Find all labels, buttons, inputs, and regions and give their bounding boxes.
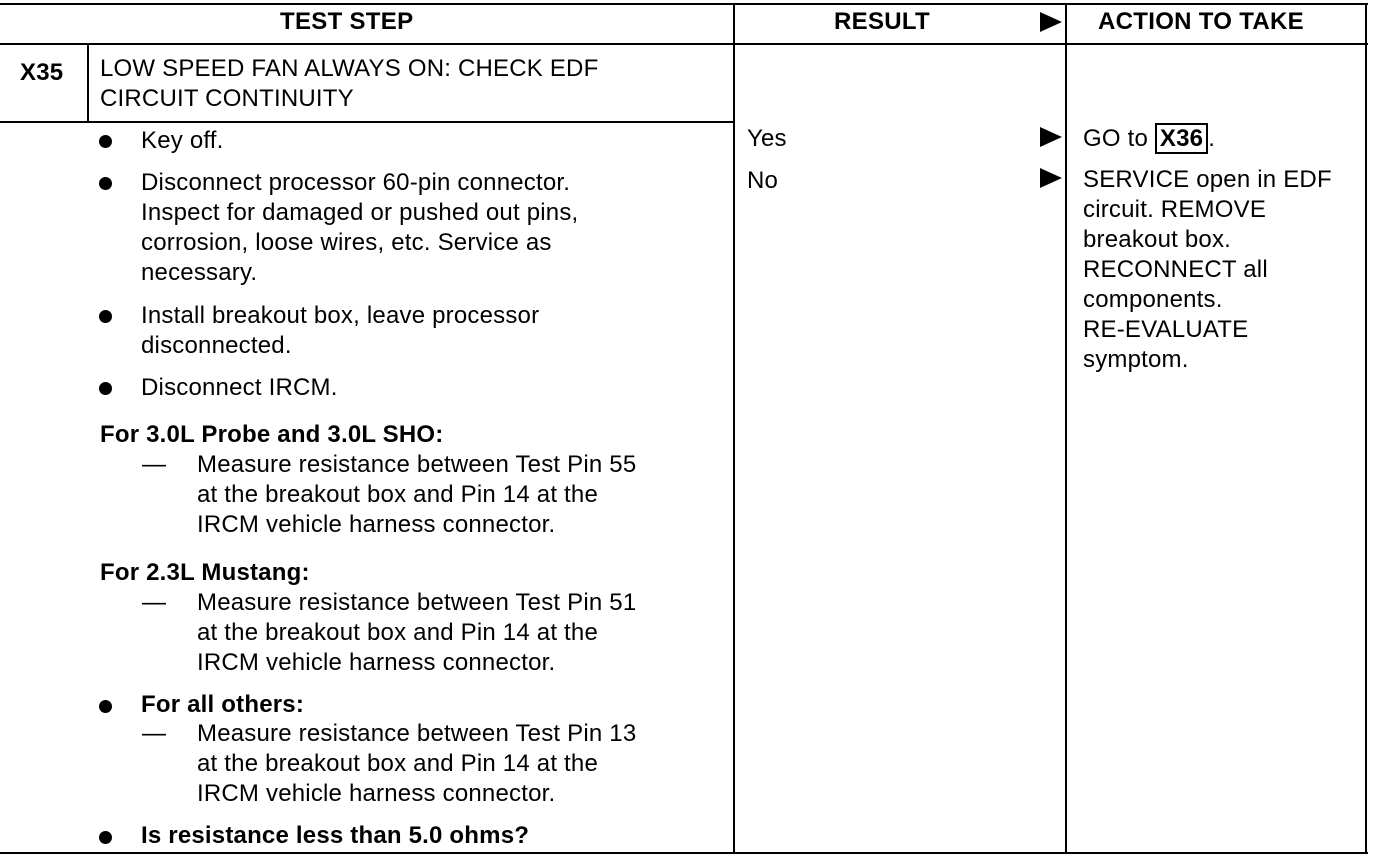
others-line: at the breakout box and Pin 14 at the (197, 750, 599, 777)
result-no: No (747, 167, 779, 194)
mustang-line: Measure resistance between Test Pin 51 (197, 589, 637, 616)
probe-line: IRCM vehicle harness connector. (197, 511, 556, 538)
action-no-line: RE-EVALUATE (1083, 316, 1249, 343)
question: Is resistance less than 5.0 ohms? (141, 822, 530, 849)
action-no-line: breakout box. (1083, 226, 1232, 253)
probe-heading: For 3.0L Probe and 3.0L SHO: (100, 421, 444, 448)
mustang-line: at the breakout box and Pin 14 at the (197, 619, 599, 646)
instruction-key-off: Key off. (141, 127, 224, 154)
bottom-border (0, 852, 1368, 854)
bullet-icon (99, 831, 112, 844)
instruction-disconnect-line: Inspect for damaged or pushed out pins, (141, 199, 579, 226)
mustang-line: IRCM vehicle harness connector. (197, 649, 556, 676)
divider-id-title (87, 44, 89, 122)
bullet-icon (99, 310, 112, 323)
action-yes (1083, 124, 1215, 155)
result-yes: Yes (747, 125, 787, 152)
arrow-right-icon (1040, 127, 1062, 147)
instruction-breakout-line: disconnected. (141, 332, 292, 359)
step-title-line-1: LOW SPEED FAN ALWAYS ON: CHECK EDF (100, 55, 599, 82)
dash-icon: — (142, 589, 167, 616)
action-no-line: components. (1083, 286, 1223, 313)
step-title-line-2: CIRCUIT CONTINUITY (100, 85, 354, 112)
step-x36-link[interactable]: X36 (1155, 123, 1208, 154)
divider-step-result (733, 3, 735, 854)
dash-icon: — (142, 451, 167, 478)
action-no-line: circuit. REMOVE (1083, 196, 1267, 223)
arrow-right-icon (1040, 168, 1062, 188)
others-heading: For all others: (141, 691, 305, 718)
bullet-icon (99, 135, 112, 148)
probe-line: at the breakout box and Pin 14 at the (197, 481, 599, 508)
instruction-breakout-line: Install breakout box, leave processor (141, 302, 540, 329)
action-yes-prefix: GO to (1083, 125, 1149, 152)
bullet-icon (99, 700, 112, 713)
instruction-disconnect-line: Disconnect processor 60-pin connector. (141, 169, 571, 196)
divider-result-action (1065, 3, 1067, 854)
dash-icon: — (142, 720, 167, 747)
probe-line: Measure resistance between Test Pin 55 (197, 451, 637, 478)
action-yes-suffix: . (1208, 125, 1216, 152)
instruction-disconnect-line: necessary. (141, 259, 258, 286)
arrow-right-icon (1040, 12, 1062, 32)
header-result: RESULT (834, 8, 931, 35)
bullet-icon (99, 177, 112, 190)
header-action: ACTION TO TAKE (1098, 8, 1304, 35)
instruction-disconnect-line: corrosion, loose wires, etc. Service as (141, 229, 552, 256)
others-line: Measure resistance between Test Pin 13 (197, 720, 637, 747)
action-no-line: SERVICE open in EDF (1083, 166, 1332, 193)
step-title-bottom-border (0, 121, 734, 123)
bullet-icon (99, 382, 112, 395)
header-bottom-border (0, 43, 1368, 45)
header-test-step: TEST STEP (280, 8, 414, 35)
others-line: IRCM vehicle harness connector. (197, 780, 556, 807)
action-no-line: symptom. (1083, 346, 1189, 373)
step-id: X35 (20, 59, 64, 86)
action-no-line: RECONNECT all (1083, 256, 1268, 283)
top-border (0, 3, 1368, 5)
right-border (1365, 3, 1367, 854)
instruction-disconnect-ircm: Disconnect IRCM. (141, 374, 338, 401)
mustang-heading: For 2.3L Mustang: (100, 559, 310, 586)
